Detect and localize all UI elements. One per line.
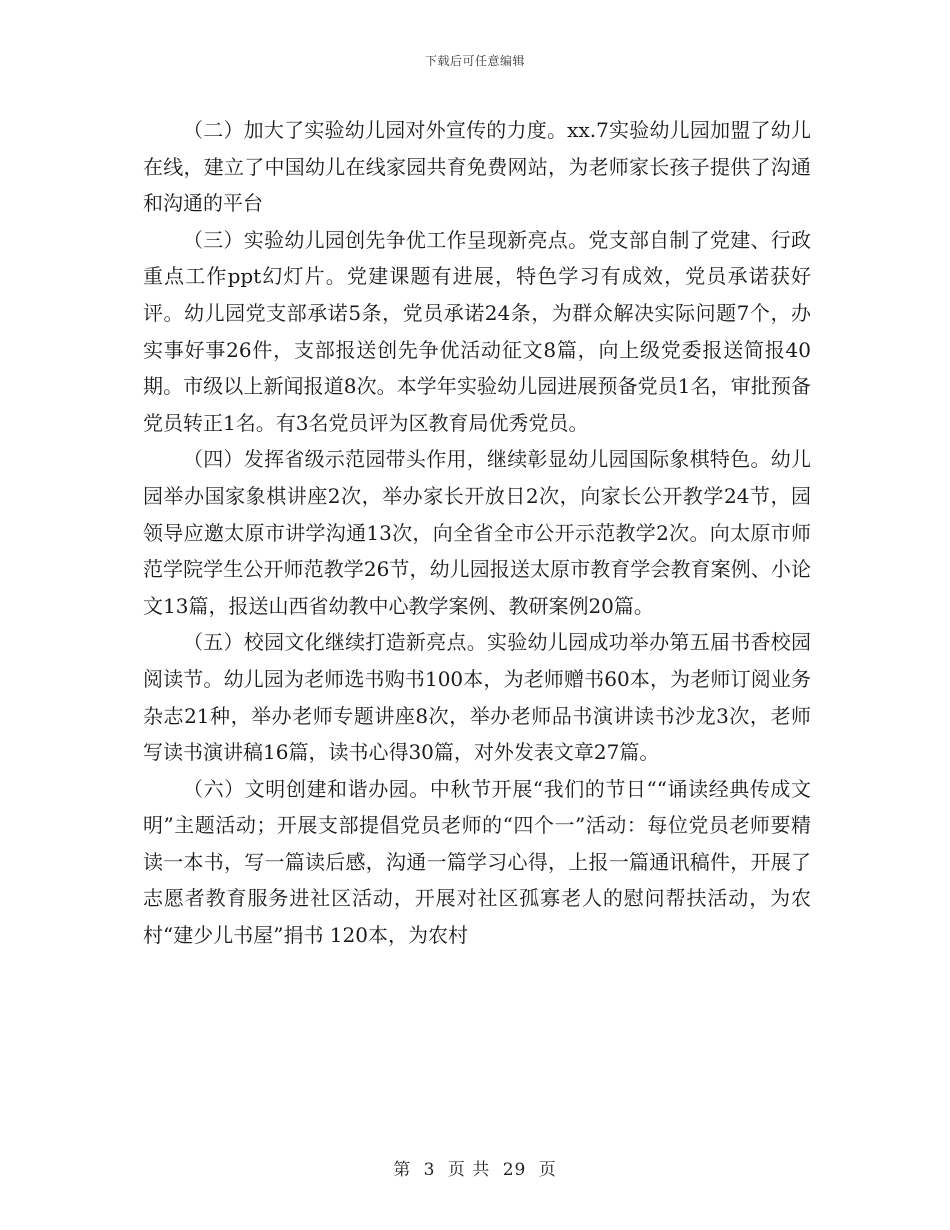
paragraph-3: （三）实验幼儿园创先争优工作呈现新亮点。党支部自制了党建、行政重点工作ppt幻灯片。党建课题有进展，特色学习有成效，党员承诺获好评。幼儿园党支部承诺5条，党员承诺24条，为群众解决实际问题7个，办实事好事26件，支部报送创先争优活动征文8篇，向上级党委报送简报40期。市级以上新闻报道8次。本学年实验幼儿园进展预备党员1名，审批预备党员转正1名。有3名党员评为区教育局优秀党员。 — [143, 227, 811, 435]
page-header: 下载后可任意编辑 — [424, 54, 525, 68]
paragraph-5: （五）校园文化继续打造新亮点。实验幼儿园成功举办第五届书香校园阅读节。幼儿园为老师选书购书100本，为老师赠书60本，为老师订阅业务杂志21种，举办老师专题讲座8次，举办老师品书演讲读书沙龙3次，老师写读书演讲稿16篇，读书心得30篇，对外发表文章27篇。 — [143, 630, 811, 765]
footer-prefix: 第 — [393, 1160, 412, 1180]
total-page-count: 29 — [502, 1160, 527, 1180]
page-footer — [0, 1155, 950, 1180]
paragraph-4: （四）发挥省级示范园带头作用，继续彰显幼儿园国际象棋特色。幼儿园举办国家象棋讲座2次，举办家长开放日2次，向家长公开教学24节，园领导应邀太原市讲学沟通13次，向全省全市公开示范教学2次。向太原市师范学院学生公开师范教学26节，幼儿园报送太原市教育学会教育案例、小论文13篇，报送山西省幼教中心教学案例、教研案例20篇。 — [143, 447, 811, 618]
footer-suffix: 页 — [538, 1160, 557, 1180]
paragraph-2: （二）加大了实验幼儿园对外宣传的力度。xx.7实验幼儿园加盟了幼儿在线，建立了中国幼儿在线家园共育免费网站，为老师家长孩子提供了沟通和沟通的平台 — [143, 118, 811, 216]
paragraph-6: （六）文明创建和谐办园。中秋节开展“我们的节日““诵读经典传成文明”主题活动；开展支部提倡党员老师的“四个一”活动：每位党员老师要精读一本书，写一篇读后感，沟通一篇学习心得，上报一篇通讯稿件，开展了志愿者教育服务进社区活动，开展对社区孤寡老人的慰问帮扶活动，为农村“建少儿书屋”捐书 120本，为农村 — [143, 776, 811, 948]
current-page-number: 3 — [423, 1160, 436, 1180]
document-body — [143, 112, 811, 954]
footer-middle: 页 共 — [447, 1160, 491, 1180]
